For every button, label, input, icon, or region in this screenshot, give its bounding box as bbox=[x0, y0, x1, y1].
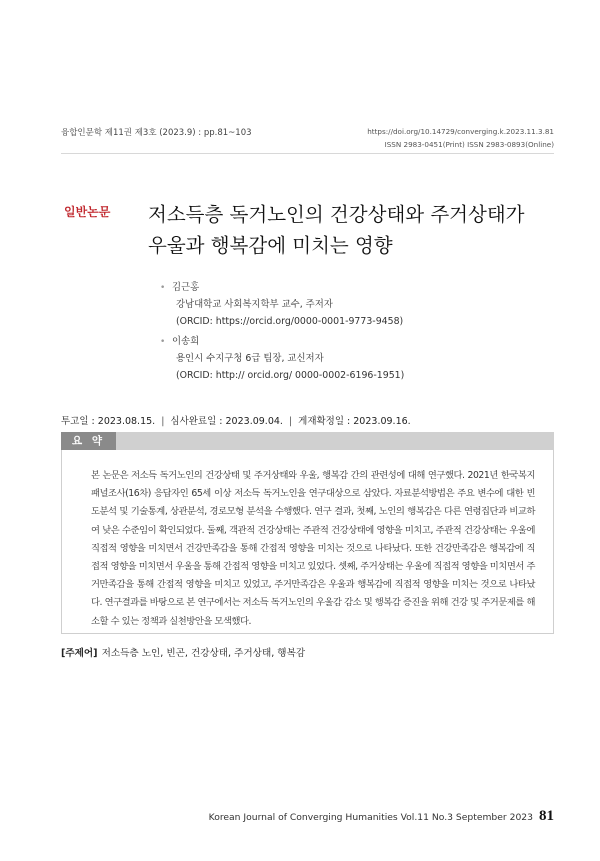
author-name: 이송희 bbox=[172, 336, 200, 347]
keywords-label: [주제어] bbox=[61, 648, 98, 659]
article-title-line-2: 우울과 행복감에 미치는 영향 bbox=[148, 234, 393, 257]
journal-identifiers bbox=[367, 125, 554, 151]
abstract-text: 본 논문은 저소득 독거노인의 건강상태 및 주거상태와 우울, 행복감 간의 관련성에 대해 연구했다. 2021년 한국복지패널조사(16차) 응답자인 65세 이상 저소득 독거노인을 연구대상으로 삼았다. 자료분석방법은 주요 변수에 대한 빈도분석 및 기술통계, 상관분석, 경로모형 분석을 수행했다. 연구 결과, 첫째, 노인의 행복감은 다른 연령집단과 비교하여 낮은 수준임이 확인되었다. 둘째, 객관적 건강상태는 주관적 건강상태에 영향을 미치고, 주관적 건강상태는 우울에 직접적 영향을 미치면서 건강만족감을 통해 간접적 영향을 미치는 것으로 나타났다. 또한 건강만족감은 행복감에 직접적 영향을 미치면서 우울을 통해 간접적 영향을 미치고 있었다. 셋째, 주거상태는 우울에 직접적 영향을 미치면서 주거만족감을 통해 간접적 영향을 미치고 있었고, 주거만족감은 우울과 행복감에 직접적 영향을 미치는 것으로 나타났다. 연구결과를 바탕으로 본 연구에서는 저소득 독거노인의 우울감 감소 및 행복감 증진을 위해 건강 및 주거문제를 해소할 수 있는 정책과 실천방안을 모색했다. bbox=[91, 470, 535, 627]
review-date: 심사완료일 : 2023.09.04. bbox=[170, 416, 283, 427]
journal-volume-info: 융합인문학 제11권 제3호 (2023.9) : pp.81~103 bbox=[61, 128, 252, 138]
bullet-icon: • bbox=[160, 283, 166, 293]
summary-header-bar bbox=[61, 432, 554, 450]
article-title-line-1: 저소득층 독거노인의 건강상태와 주거상태가 bbox=[148, 203, 525, 226]
article-title bbox=[148, 199, 525, 261]
author-name: 김근홍 bbox=[172, 282, 200, 293]
bullet-icon: • bbox=[160, 337, 166, 347]
author-affiliation: 강남대학교 사회복지학부 교수, 주저자 bbox=[176, 299, 333, 310]
author-name-row bbox=[160, 333, 404, 350]
issn-info: ISSN 2983-0451(Print) ISSN 2983-0893(Online) bbox=[384, 140, 554, 149]
received-date: 투고일 : 2023.08.15. bbox=[61, 416, 156, 427]
header-divider bbox=[61, 153, 554, 154]
keywords bbox=[61, 645, 305, 659]
author-orcid[interactable]: (ORCID: http:// orcid.org/ 0000-0002-6196-1951) bbox=[176, 370, 405, 381]
page-footer bbox=[209, 808, 554, 825]
date-separator: | bbox=[161, 416, 165, 427]
author-block bbox=[160, 279, 403, 330]
author-affiliation: 용인시 수지구청 6급 팀장, 교신저자 bbox=[176, 353, 324, 364]
article-category: 일반논문 bbox=[64, 205, 111, 219]
author-orcid[interactable]: (ORCID: https://orcid.org/0000-0001-9773-9458) bbox=[176, 316, 404, 327]
date-separator: | bbox=[288, 416, 293, 427]
author-block bbox=[160, 333, 404, 384]
author-name-row bbox=[160, 279, 403, 296]
doi-link[interactable]: https://doi.org/10.14729/converging.k.2023.11.3.81 bbox=[367, 127, 554, 136]
page-number: 81 bbox=[539, 808, 554, 824]
summary-label: 요 약 bbox=[61, 432, 116, 450]
footer-journal: Korean Journal of Converging Humanities Vol.11 No.3 September 2023 bbox=[208, 812, 533, 823]
keywords-terms: 저소득층 노인, 빈곤, 건강상태, 주거상태, 행복감 bbox=[101, 648, 306, 659]
publication-dates bbox=[61, 413, 411, 427]
accepted-date: 게재확정일 : 2023.09.16. bbox=[298, 416, 411, 427]
